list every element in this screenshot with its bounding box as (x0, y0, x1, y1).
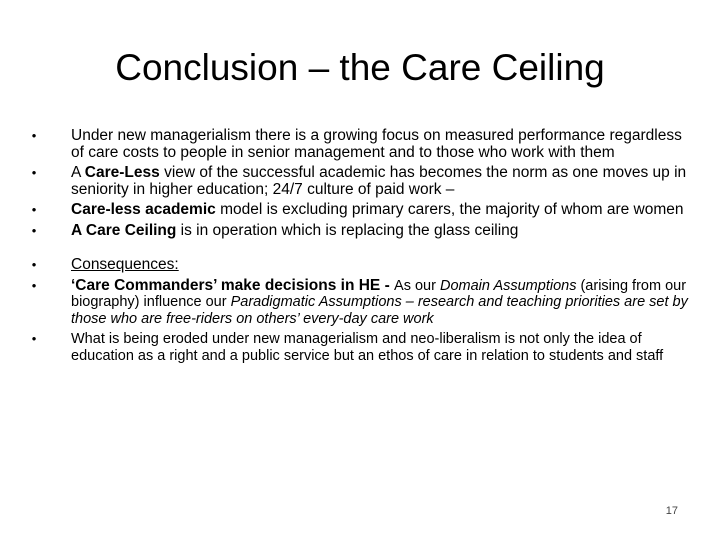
list-item (28, 331, 688, 364)
list-item (28, 257, 688, 274)
bullet-icon: • (31, 277, 37, 293)
item-text: view of the successful academic has becomes the norm as one moves up in seniority in higher education; 24/7 culture of paid work – (71, 164, 687, 198)
item-text: Under new managerialism there is a growing focus on measured performance regardless of care costs to people in senior management and to those who work with them (71, 127, 682, 161)
item-text-bold: Care-Less (84, 164, 160, 181)
item-text: model is excluding primary carers, the majority of whom are women (215, 201, 684, 218)
item-text-bold: ‘Care Commanders’ make decisions in HE - (71, 276, 395, 294)
item-text-italic: Paradigmatic Assumptions – research and teaching priorities are set by those who are free-riders on others’ every-day care work (71, 294, 688, 327)
bullet-icon: • (31, 257, 37, 272)
list-item (28, 128, 688, 161)
list-item (28, 202, 688, 219)
bullet-icon: • (31, 165, 37, 180)
item-text-bold: Care-less academic (71, 201, 216, 218)
bullet-icon: • (31, 128, 37, 143)
bullet-icon: • (31, 202, 37, 217)
item-text: As our (394, 277, 440, 294)
item-text: is in operation which is replacing the glass ceiling (176, 221, 519, 239)
slide-title: Conclusion – the Care Ceiling (115, 47, 605, 88)
item-text: What is being eroded under new managerialism and neo-liberalism is not only the idea of education as a right and a public service but an ethos of care in relation to students and staff (71, 331, 664, 364)
list-item (28, 223, 688, 240)
item-text-bold: A Care Ceiling (71, 221, 177, 239)
bullet-icon: • (31, 331, 37, 346)
page-number: 17 (665, 505, 678, 517)
item-text: (arising from our biography) influence our (71, 277, 687, 310)
bullet-icon: • (31, 222, 37, 238)
list-item (28, 165, 688, 198)
bullet-list (28, 128, 688, 368)
list-item (28, 278, 688, 328)
item-text-underlined: Consequences: (71, 256, 179, 273)
item-text: A (71, 164, 85, 181)
item-text-italic: Domain Assumptions (439, 277, 577, 294)
